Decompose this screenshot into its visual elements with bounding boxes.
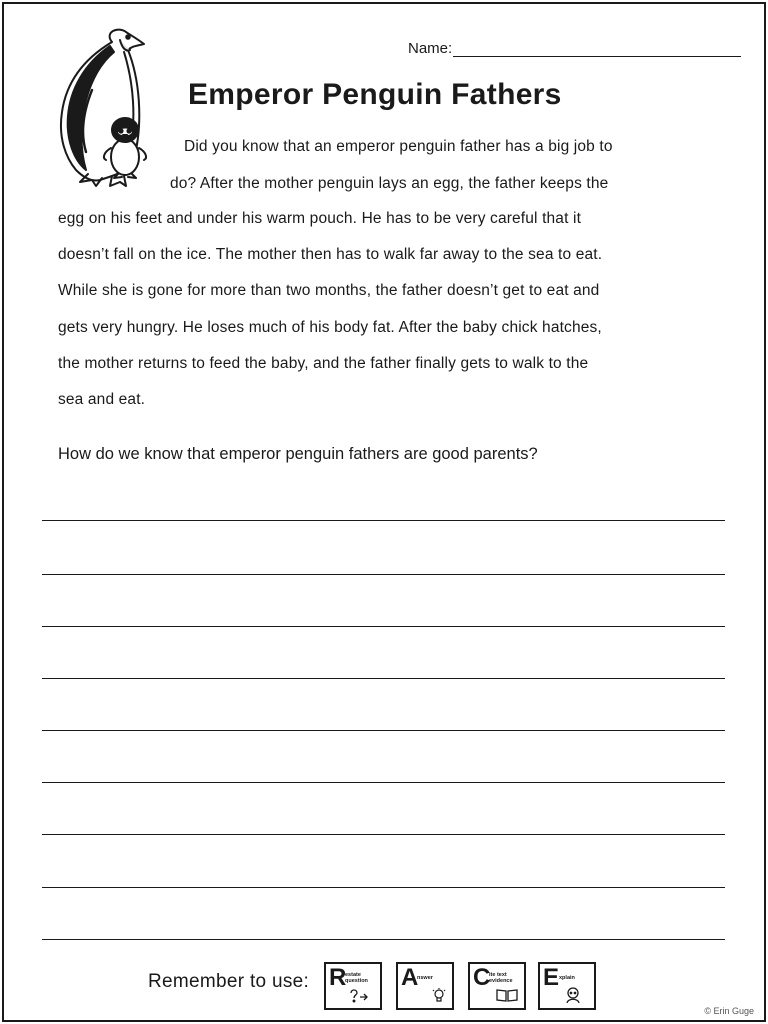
race-word: xplain (559, 975, 575, 981)
passage-line: While she is gone for more than two months, the father doesn’t get to eat and (58, 282, 600, 299)
answer-line[interactable] (42, 939, 725, 940)
race-letter: R (329, 964, 347, 991)
race-box-answer (396, 962, 454, 1010)
passage-line: doesn’t fall on the ice. The mother then has to walk far away to the sea to eat. (58, 246, 603, 263)
passage-line: sea and eat. (58, 391, 146, 408)
name-label: Name: (408, 40, 453, 57)
answer-line[interactable] (42, 887, 725, 888)
race-letter: E (543, 964, 560, 991)
answer-line[interactable] (42, 730, 725, 731)
passage-line: the mother returns to feed the baby, and the father finally gets to walk to the (58, 355, 589, 372)
race-box-explain (538, 962, 596, 1010)
lightbulb-icon (432, 988, 446, 1009)
passage-line: egg on his feet and under his warm pouch. He has to be very careful that it (58, 210, 582, 227)
answer-line[interactable] (42, 782, 725, 783)
answer-line[interactable] (42, 520, 725, 521)
worksheet-title: Emperor Penguin Fathers (188, 78, 562, 111)
answer-line[interactable] (42, 678, 725, 679)
race-box-restate (324, 962, 382, 1010)
worksheet-page (2, 2, 766, 1022)
comprehension-question: How do we know that emperor penguin fathers are good parents? (58, 445, 538, 463)
passage-line: Did you know that an emperor penguin father has a big job to (184, 138, 613, 155)
race-word: estate question (345, 972, 368, 984)
race-word: nswer (417, 975, 433, 981)
race-word: ite text evidence (489, 972, 513, 984)
race-letter: A (401, 964, 419, 991)
passage-line: gets very hungry. He loses much of his body fat. After the baby chick hatches, (58, 319, 602, 336)
answer-line[interactable] (42, 574, 725, 575)
name-blank-line[interactable] (453, 40, 741, 57)
passage-line: do? After the mother penguin lays an egg, the father keeps the (170, 175, 609, 192)
race-box-cite (468, 962, 526, 1010)
remember-label: Remember to use: (148, 971, 310, 992)
answer-line[interactable] (42, 834, 725, 835)
book-icon (496, 988, 518, 1007)
answer-line[interactable] (42, 626, 725, 627)
penguin-illustration (40, 20, 170, 190)
name-field[interactable] (408, 40, 741, 57)
race-letter: C (473, 964, 491, 991)
copyright-text: © Erin Guge (704, 1006, 754, 1016)
question-mark-icon (348, 988, 370, 1009)
person-icon (564, 986, 582, 1009)
